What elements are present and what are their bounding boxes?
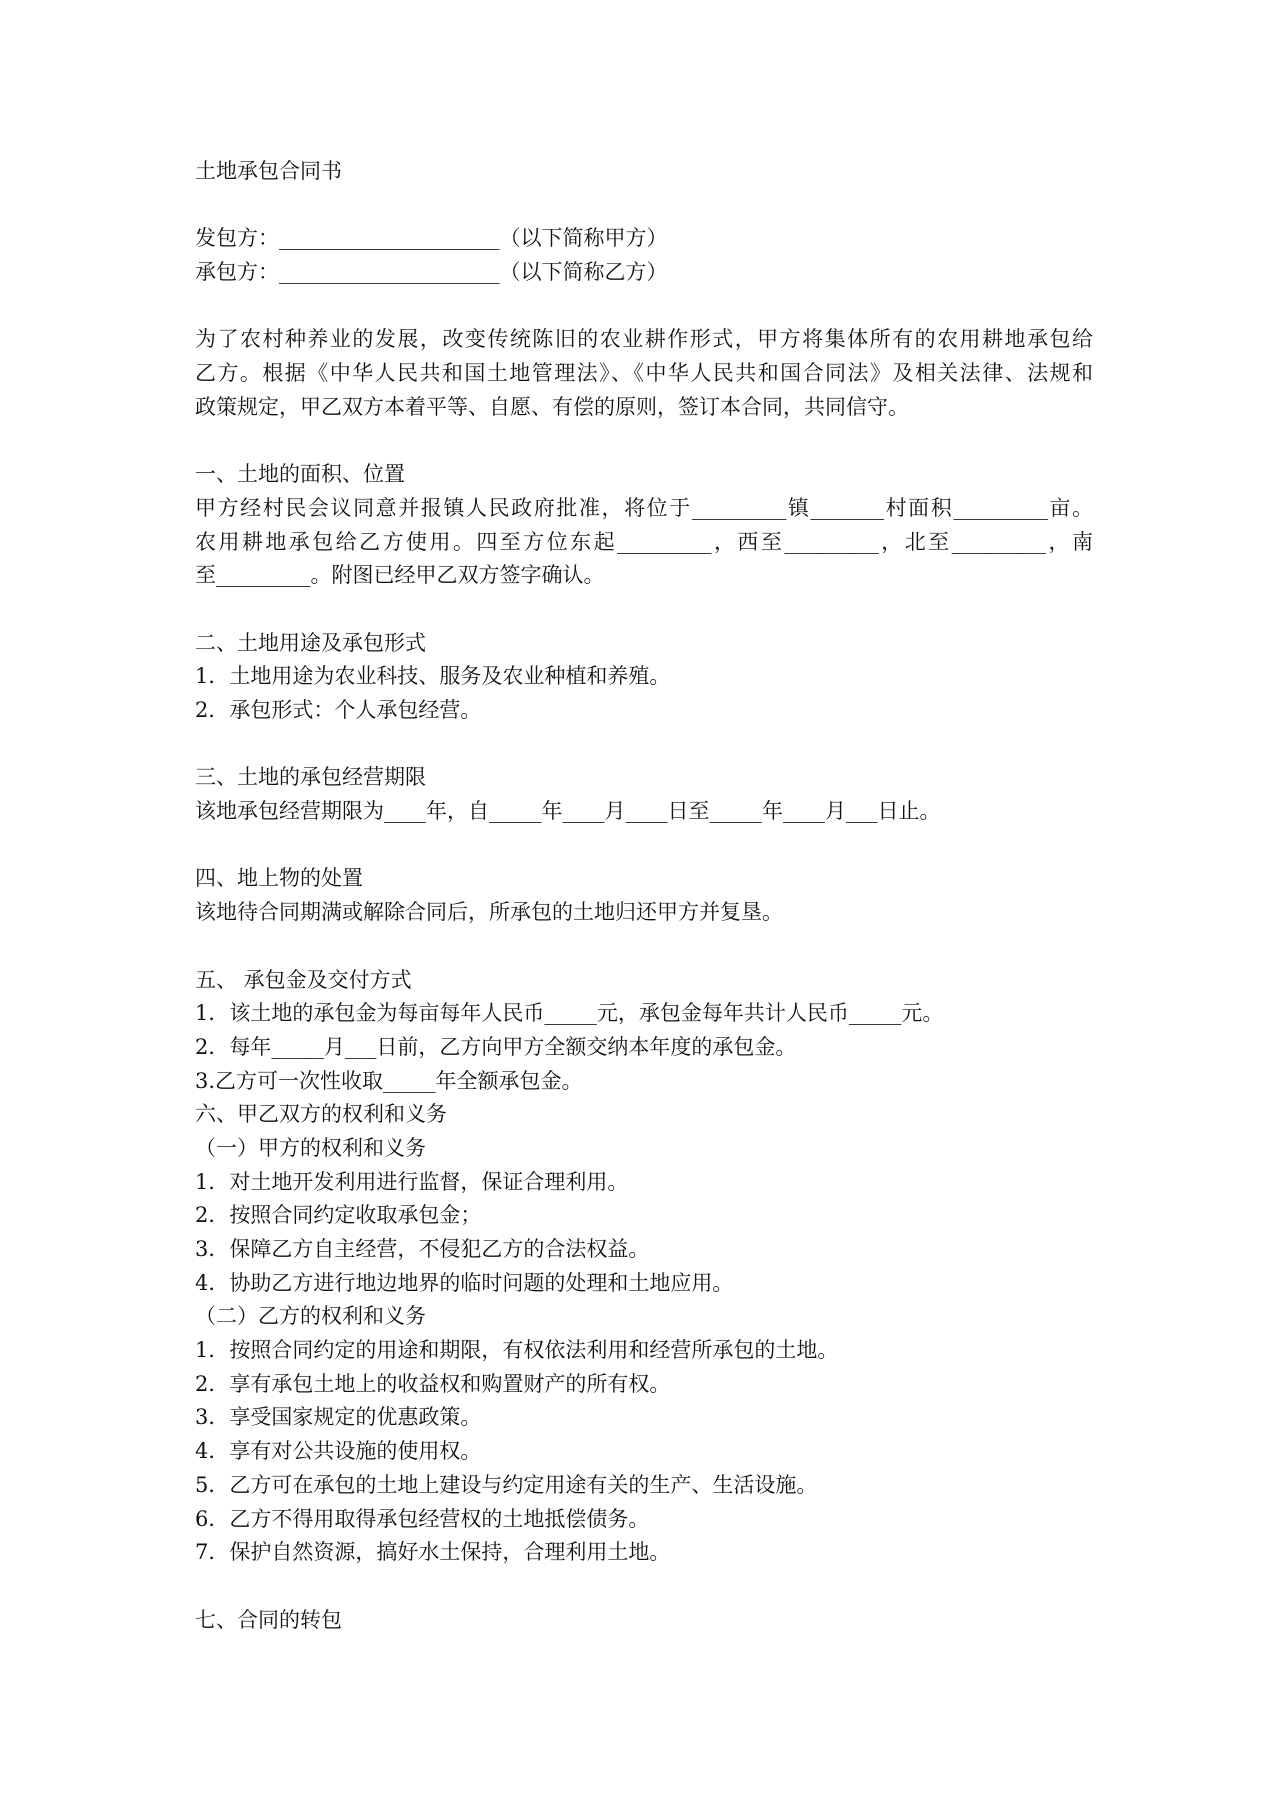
- section-line: 2．按照合同约定收取承包金；: [195, 1203, 482, 1228]
- section-heading: 七、合同的转包: [195, 1607, 342, 1632]
- section-heading: 四、地上物的处置: [195, 866, 363, 891]
- section-line: 2．承包形式：个人承包经营。: [195, 698, 482, 722]
- subsection-heading: （二）乙方的权利和义务: [195, 1304, 426, 1329]
- section-heading: 六、甲乙双方的权利和义务: [195, 1102, 447, 1127]
- section-line: 3．保障乙方自主经营，不侵犯乙方的合法权益。: [195, 1237, 650, 1261]
- preamble-line: 政策规定，甲乙双方本着平等、自愿、有偿的原则，签订本合同，共同信守。: [195, 394, 909, 419]
- section-line: 6．乙方不得用取得承包经营权的土地抵偿债务。: [195, 1506, 650, 1531]
- section-heading: 一、土地的面积、位置: [195, 462, 405, 487]
- section-heading: 三、土地的承包经营期限: [195, 765, 426, 790]
- section-line: 1．对土地开发利用进行监督，保证合理利用。: [195, 1169, 629, 1194]
- section-heading: 二、土地用途及承包形式: [195, 630, 426, 655]
- section-line: 7．保护自然资源，搞好水土保持，合理利用土地。: [195, 1540, 671, 1565]
- section-line: 2．享有承包土地上的收益权和购置财产的所有权。: [195, 1371, 671, 1396]
- section-line: 该地承包经营期限为____年，自_____年____月____日至_____年____月___日止。: [195, 799, 941, 824]
- section-line: 5．乙方可在承包的土地上建设与约定用途有关的生产、生活设施。: [195, 1472, 818, 1497]
- contract-document: [195, 155, 1093, 1637]
- section-heading: 五、 承包金及交付方式: [195, 967, 412, 992]
- section-line: 3．享受国家规定的优惠政策。: [195, 1405, 482, 1430]
- section-line: 4．协助乙方进行地边地界的临时问题的处理和土地应用。: [195, 1270, 734, 1295]
- contractor-party-line: 承包方：_____________________（以下简称乙方）: [195, 260, 668, 285]
- section-line: 4．享有对公共设施的使用权。: [195, 1439, 482, 1464]
- section-line: 农用耕地承包给乙方使用。四至方位东起_________，西至_________，北至_________，南: [195, 529, 1093, 554]
- section-line: 1．土地用途为农业科技、服务及农业种植和养殖。: [195, 664, 671, 689]
- subsection-heading: （一）甲方的权利和义务: [195, 1135, 426, 1160]
- section-line: 1．该土地的承包金为每亩每年人民币_____元，承包金每年共计人民币_____元。: [195, 1001, 944, 1026]
- section-line: 甲方经村民会议同意并报镇人民政府批准，将位于_________镇_______村面积_________亩。: [195, 495, 1093, 520]
- section-line: 3.乙方可一次性收取_____年全额承包金。: [195, 1068, 583, 1093]
- document-title: 土地承包合同书: [195, 159, 342, 183]
- preamble-line: 为了农村种养业的发展，改变传统陈旧的农业耕作形式，甲方将集体所有的农用耕地承包给: [195, 327, 1093, 352]
- section-line: 2．每年_____月___日前，乙方向甲方全额交纳本年度的承包金。: [195, 1034, 797, 1059]
- issuer-party-line: 发包方：_____________________（以下简称甲方）: [195, 226, 668, 251]
- section-line: 1．按照合同约定的用途和期限，有权依法利用和经营所承包的土地。: [195, 1338, 839, 1363]
- preamble-line: 乙方。根据《中华人民共和国土地管理法》、《中华人民共和国合同法》及相关法律、法规和: [195, 361, 1093, 386]
- section-line: 该地待合同期满或解除合同后，所承包的土地归还甲方并复垦。: [195, 900, 783, 925]
- section-line: 至_________。附图已经甲乙双方签字确认。: [195, 563, 605, 588]
